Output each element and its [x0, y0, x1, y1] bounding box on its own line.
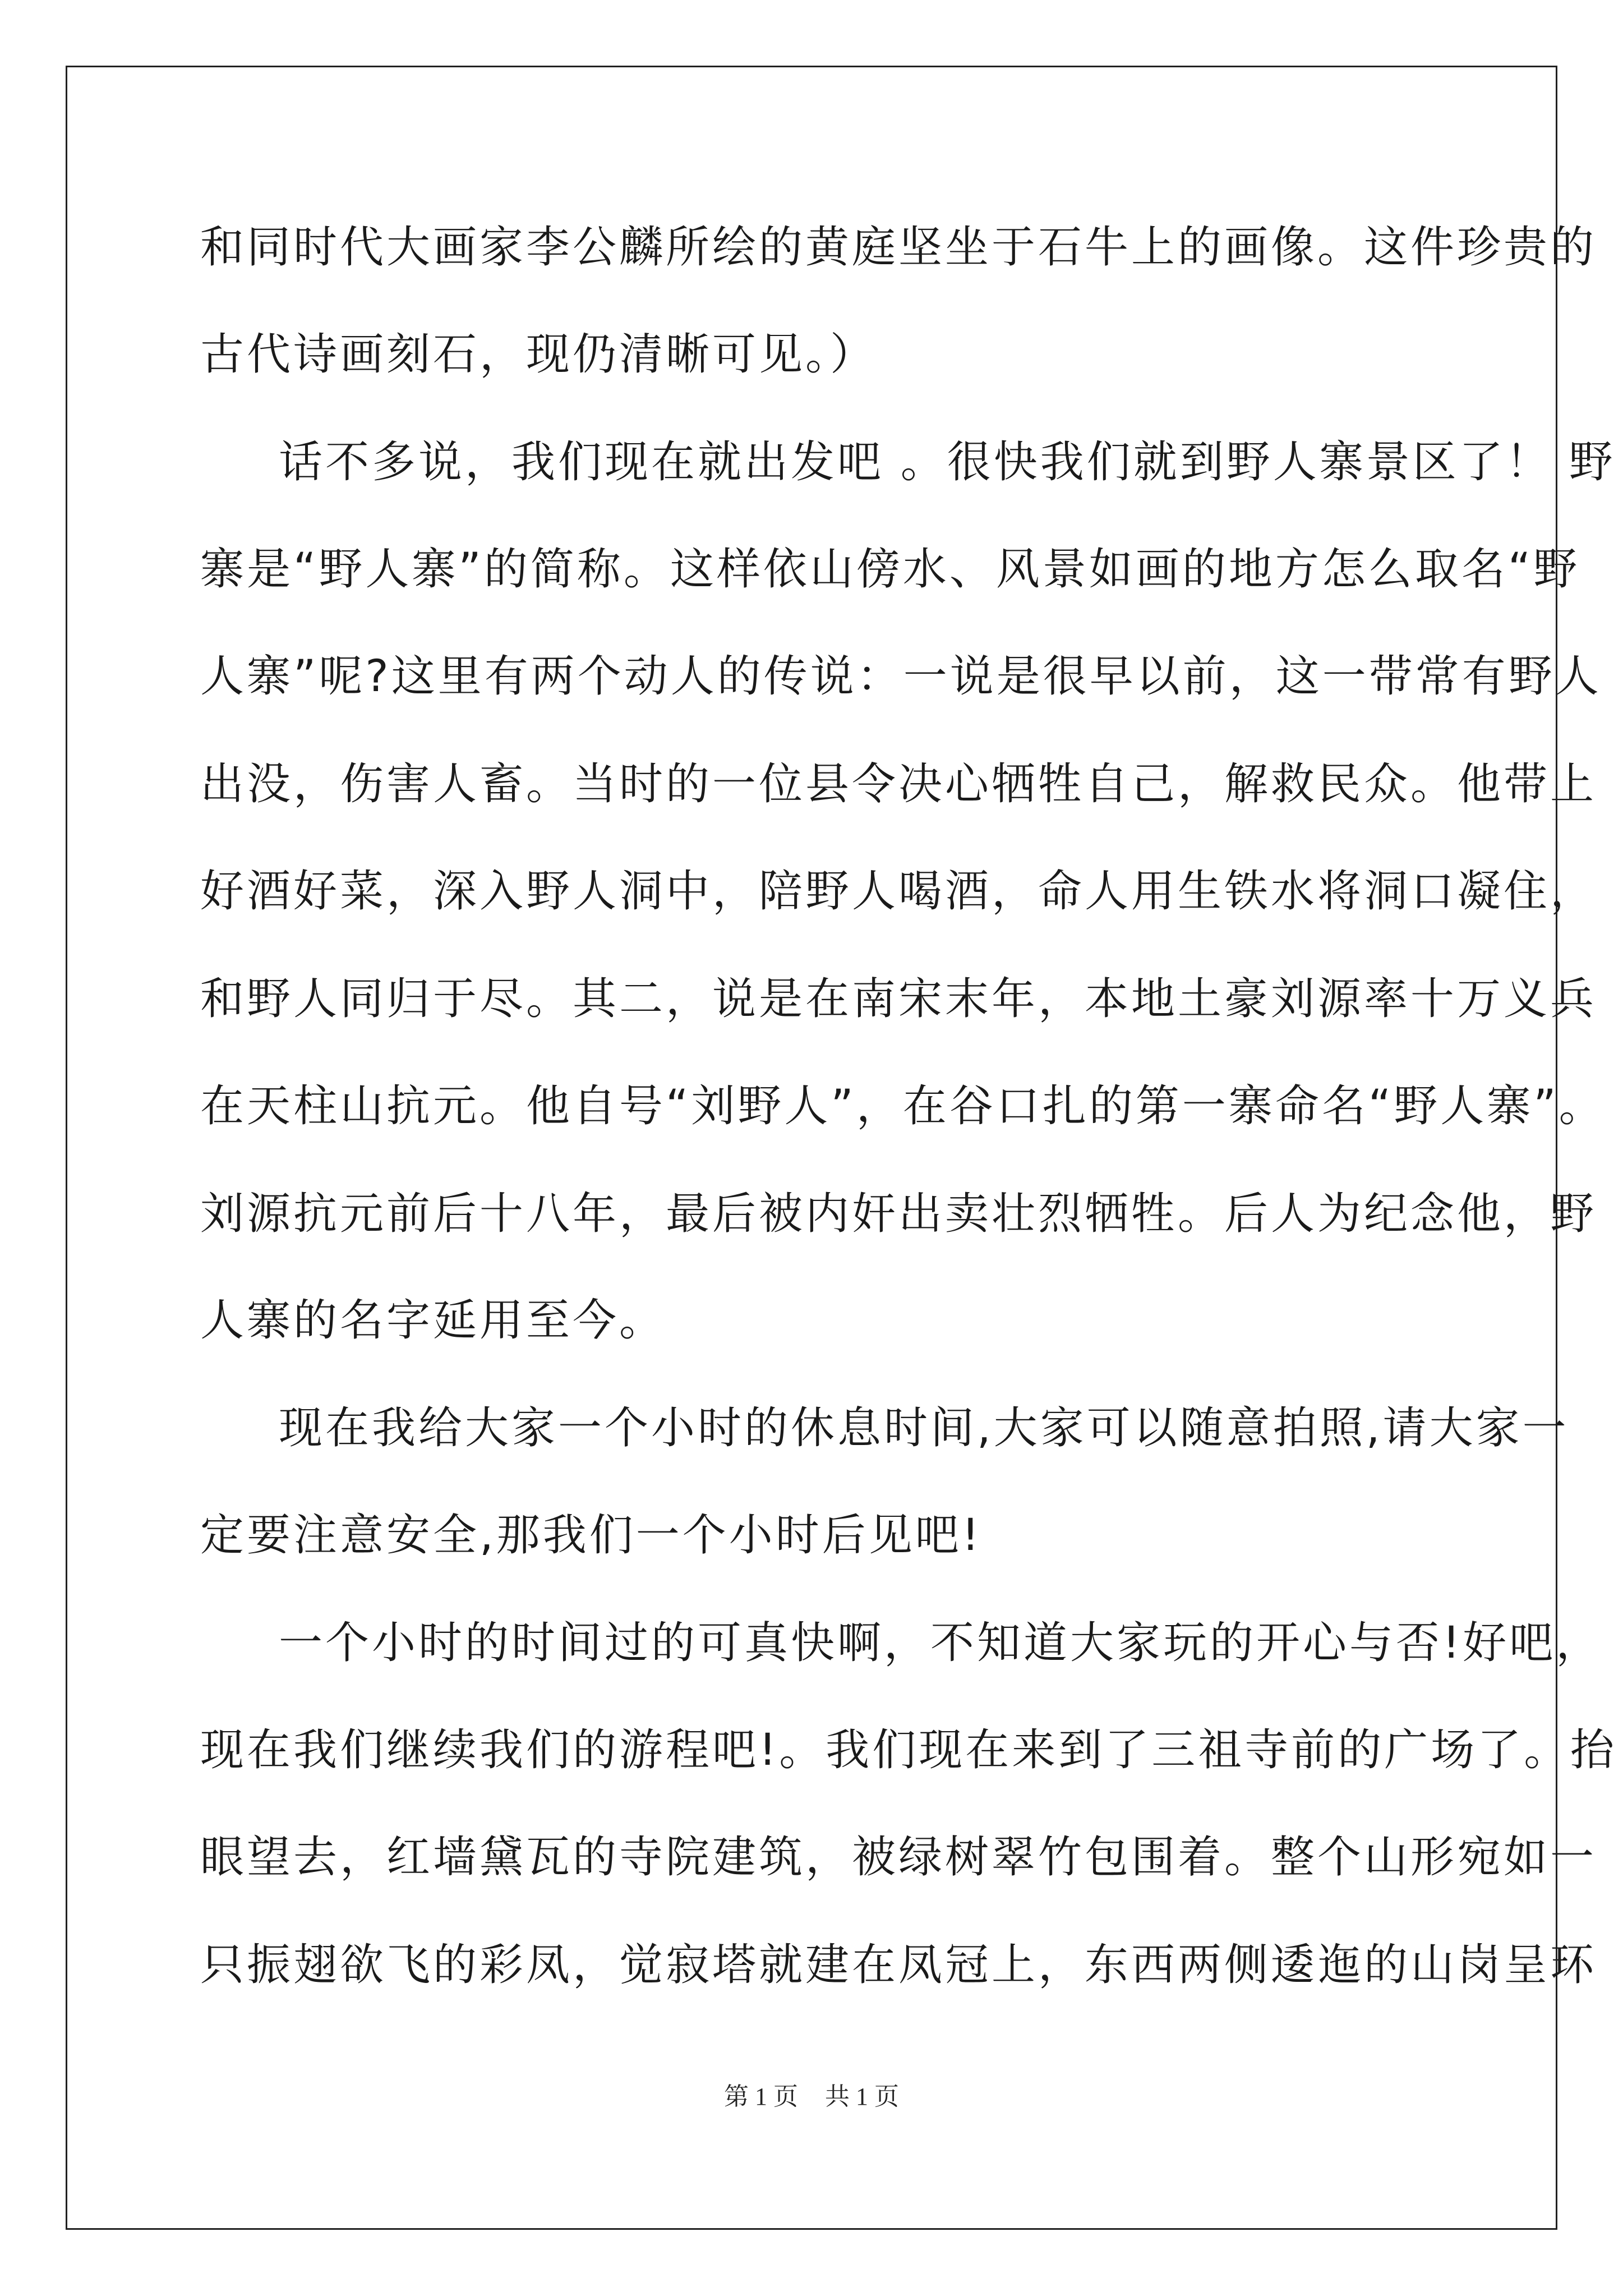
text-line: 现在我们继续我们的游程吧!。我们现在来到了三祖寺前的广场了。抬 — [200, 1725, 1617, 1775]
text-line: 人寨的名字延用至今。 — [200, 1295, 666, 1346]
text-line: 话不多说，我们现在就出发吧 。很快我们就到野人寨景区了！ 野 — [279, 437, 1616, 487]
text-line: 寨是“野人寨”的简称。这样依山傍水、风景如画的地方怎么取名“野 — [200, 544, 1580, 595]
text-line: 和野人同归于尽。其二，说是在南宋末年，本地土豪刘源率十万义兵 — [200, 974, 1597, 1024]
text-line: 和同时代大画家李公麟所绘的黄庭坚坐于石牛上的画像。这件珍贵的 — [200, 222, 1597, 273]
page-footer — [0, 2081, 1623, 2113]
page-number: 第 1 页 — [724, 2083, 798, 2110]
page-total: 共 1 页 — [825, 2083, 899, 2110]
text-line: 刘源抗元前后十八年，最后被内奸出卖壮烈牺牲。后人为纪念他，野 — [200, 1189, 1597, 1239]
text-line: 人寨”呢?这里有两个动人的传说：一说是很早以前，这一带常有野人 — [200, 651, 1602, 702]
text-line: 眼望去，红墙黛瓦的寺院建筑，被绿树翠竹包围着。整个山形宛如一 — [200, 1832, 1597, 1883]
text-line: 古代诗画刻石，现仍清晰可见。） — [200, 329, 877, 380]
text-line: 在天柱山抗元。他自号“刘野人”，在谷口扎的第一寨命名“野人寨”。 — [200, 1081, 1606, 1131]
text-line: 只振翅欲飞的彩凤，觉寂塔就建在凤冠上，东西两侧逶迤的山岗呈环 — [200, 1940, 1597, 1990]
page-border — [66, 66, 1557, 2230]
text-line: 一个小时的时间过的可真快啊，不知道大家玩的开心与否!好吧， — [279, 1618, 1603, 1668]
text-line: 定要注意安全,那我们一个小时后见吧! — [200, 1510, 983, 1561]
text-line: 现在我给大家一个小时的休息时间,大家可以随意拍照,请大家一 — [279, 1403, 1569, 1453]
text-line: 出没，伤害人畜。当时的一位县令决心牺牲自己，解救民众。他带上 — [200, 759, 1597, 809]
text-line: 好酒好菜，深入野人洞中，陪野人喝酒，命人用生铁水将洞口凝住， — [200, 866, 1597, 917]
